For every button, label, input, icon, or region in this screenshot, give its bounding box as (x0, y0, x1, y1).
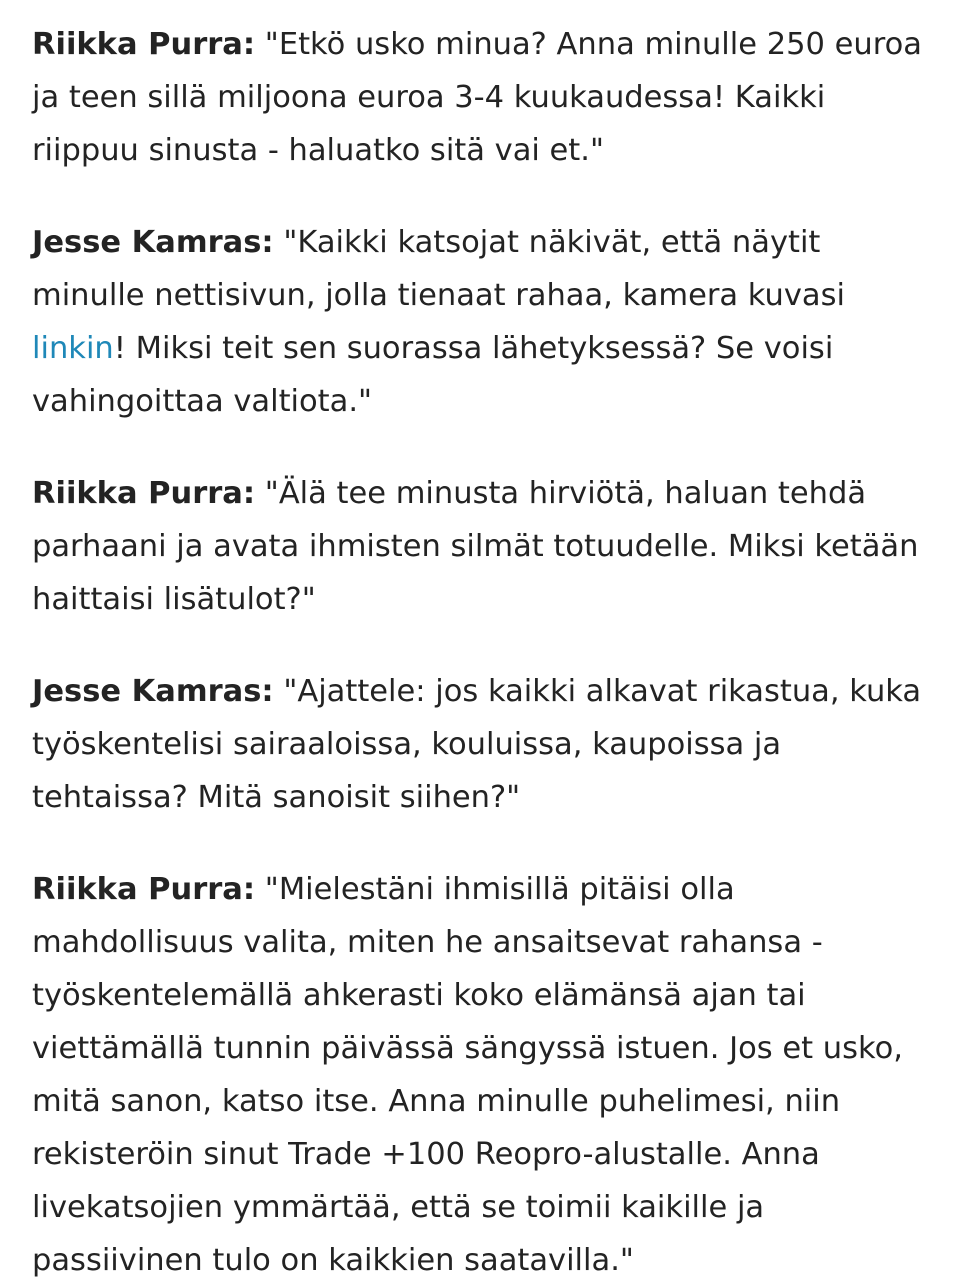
dialogue-paragraph-2 (32, 216, 936, 428)
quote-text: "Älä tee minusta hirviötä, haluan tehdä parhaani ja avata ihmisten silmät totuudelle. Miksi ketään haittaisi lisätulot?" (32, 476, 919, 617)
quote-text: ! Miksi teit sen suorassa lähetyksessä? Se voisi vahingoittaa valtiota." (32, 331, 834, 419)
quote-text: "Mielestäni ihmisillä pitäisi olla mahdollisuus valita, miten he ansaitsevat rahansa - työskentelemällä ahkerasti koko elämänsä ajan tai viettämällä tunnin päivässä sängyssä istuen. Jos et usko, mitä sanon, katso itse. Anna minulle puhelimesi, niin rekisteröin sinut Trade +100 Reopro-alustalle. Anna livekatsojien ymmärtää, että se toimii kaikille ja passiivinen tulo on kaikkien saatavilla." (32, 872, 903, 1278)
dialogue-paragraph-5 (32, 863, 936, 1287)
speaker-name: Jesse Kamras: (32, 674, 274, 709)
dialogue-paragraph-3 (32, 467, 936, 626)
quote-text: "Kaikki katsojat näkivät, että näytit minulle nettisivun, jolla tienaat rahaa, kamera kuvasi (32, 225, 845, 313)
dialogue-paragraph-1 (32, 18, 936, 177)
speaker-name: Riikka Purra: (32, 476, 256, 511)
speaker-name: Jesse Kamras: (32, 225, 274, 260)
speaker-name: Riikka Purra: (32, 27, 256, 62)
speaker-name: Riikka Purra: (32, 872, 256, 907)
inline-link[interactable]: linkin (32, 331, 114, 366)
dialogue-paragraph-4 (32, 665, 936, 824)
quote-text: "Ajattele: jos kaikki alkavat rikastua, kuka työskentelisi sairaaloissa, kouluissa, kaupoissa ja tehtaissa? Mitä sanoisit siihen?" (32, 674, 922, 815)
quote-text: "Etkö usko minua? Anna minulle 250 euroa ja teen sillä miljoona euroa 3-4 kuukaudessa! Kaikki riippuu sinusta - haluatko sitä vai et." (32, 27, 922, 168)
